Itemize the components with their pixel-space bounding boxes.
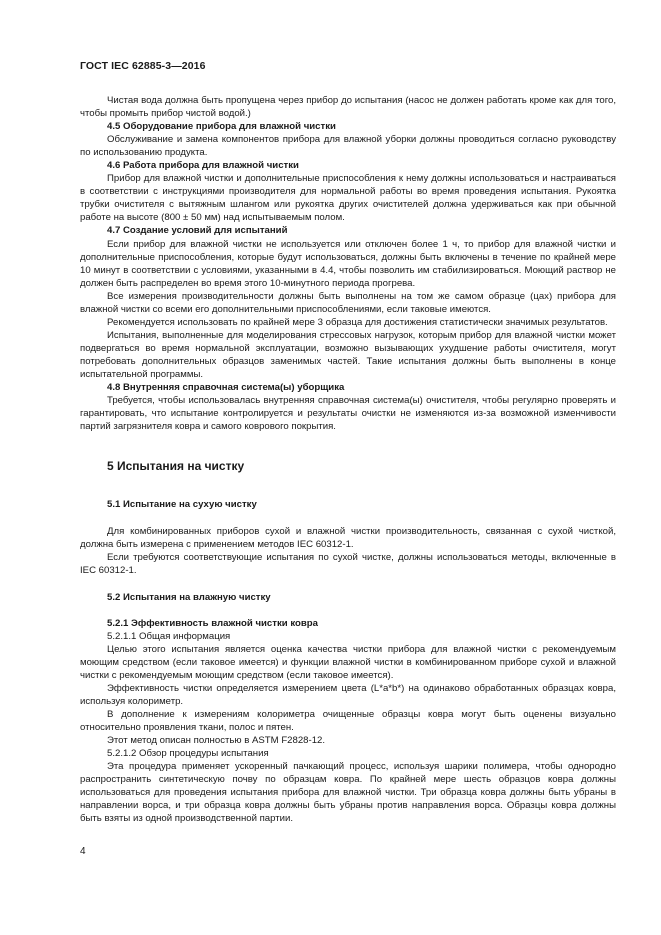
section-5-title: 5 Испытания на чистку: [107, 459, 245, 474]
paragraph: Обслуживание и замена компонентов прибора для влажной уборки должны проводиться согласно руководству по использованию продукта.: [80, 134, 616, 159]
document-header: ГОСТ IEC 62885-3—2016: [80, 60, 206, 72]
paragraph: Прибор для влажной чистки и дополнительные приспособления к нему должны использоваться и настраиваться в соответствии с инструкциями производителя для нормальной работы во время проведения испытания. Рукоятка трубки очистителя с вытяжным шлангом или рукоятка других очистителей должна удерживаться как при обычной работе на высоте (800 ± 50 мм) над испытываемым полом.: [80, 173, 616, 224]
paragraph: Чистая вода должна быть пропущена через прибор до испытания (насос не должен работать кроме как для того, чтобы промыть прибор чистой водой.): [80, 95, 616, 120]
subheading-5-2-1-2: 5.2.1.2 Обзор процедуры испытания: [107, 747, 269, 759]
spacer: [80, 577, 616, 591]
paragraph: Рекомендуется использовать по крайней мере 3 образца для достижения статистически значимых результатов.: [107, 316, 608, 328]
paragraph: Требуется, чтобы использовалась внутренняя справочная система(ы) очистителя, чтобы регулярно проверять и гарантировать, что испытание контролируется и результаты очистки не изменяются из-за возможной изменчивости партий загрязнителя ковра и самого коврового покрытия.: [80, 395, 616, 433]
paragraph: Этот метод описан полностью в ASTM F2828-12.: [107, 734, 326, 746]
paragraph: Все измерения производительности должны быть выполнены на том же самом образце (цах) прибора для влажной чистки со всеми его дополнительными приспособлениями, если таковые имеются.: [80, 290, 616, 315]
paragraph: Если требуются соответствующие испытания по сухой чистке, должны использоваться методы, включенные в IEC 60312-1.: [80, 552, 616, 577]
heading-4-7: 4.7 Создание условий для испытаний: [107, 225, 288, 237]
paragraph: Для комбинированных приборов сухой и влажной чистки производительность, связанная с сухой чисткой, должна быть измерена с применением методов IEC 60312-1.: [80, 526, 616, 551]
paragraph: Испытания, выполненные для моделирования стрессовых нагрузок, которым прибор для влажной чистки может подвергаться во время нормальной эксплуатации, возможно вызывающих ухудшение работы очистителя, могут потребовать дополнительных образцов заменимых частей. Такие испытания должны быть выполнены в конце испытательной программы.: [80, 329, 616, 380]
document-body: [80, 94, 616, 825]
paragraph: Эта процедура применяет ускоренный пачкающий процесс, используя шарики полимера, чтобы однородно распространить синтетическую почву по образцам ковра. По крайней мере шесть образцов ковра должны использоваться для проведения испытания прибора для влажной чистки. Три образца ковра должны быть убраны в направлении ворса, и три образца ковра должны быть убраны против направления ворса. Образцы ковра должны быть взяты из одной производственной партии.: [80, 761, 616, 825]
heading-4-8: 4.8 Внутренняя справочная система(ы) уборщика: [107, 382, 345, 394]
subheading-5-2-1-1: 5.2.1.1 Общая информация: [107, 630, 231, 642]
heading-4-5: 4.5 Оборудование прибора для влажной чистки: [107, 121, 336, 133]
spacer: [80, 605, 616, 617]
paragraph: Эффективность чистки определяется измерением цвета (L*a*b*) на одинаково обработанных образцах ковра, используя колориметр.: [80, 682, 616, 707]
spacer: [80, 511, 616, 525]
paragraph: Целью этого испытания является оценка качества чистки прибора для влажной чистки с рекомендуемым моющим средством (если таковое имеется) и функции влажной чистки в комбинированном приборе сухой и влажной чистки с рекомендуемым моющим средством (если таковое имеется).: [80, 643, 616, 681]
heading-5-2: 5.2 Испытания на влажную чистку: [107, 592, 271, 604]
heading-4-6: 4.6 Работа прибора для влажной чистки: [107, 160, 299, 172]
paragraph: В дополнение к измерениям колориметра очищенные образцы ковра могут быть оценены визуально относительно проявления ткани, полос и пятен.: [80, 708, 616, 733]
heading-5-2-1: 5.2.1 Эффективность влажной чистки ковра: [107, 617, 318, 629]
heading-5-1: 5.1 Испытание на сухую чистку: [107, 499, 257, 511]
page-number: 4: [80, 846, 86, 857]
paragraph: Если прибор для влажной чистки не используется или отключен более 1 ч, то прибор для влажной чистки и дополнительные приспособления, которые будут использоваться, должны быть включены в течение по крайней мере 10 минут в соответствии с условиями, указанными в 4.4, чтобы позволить им стабилизироваться. Моющий раствор не должен быть распределен во время этого 10-минутного периода прогрева.: [80, 238, 616, 289]
